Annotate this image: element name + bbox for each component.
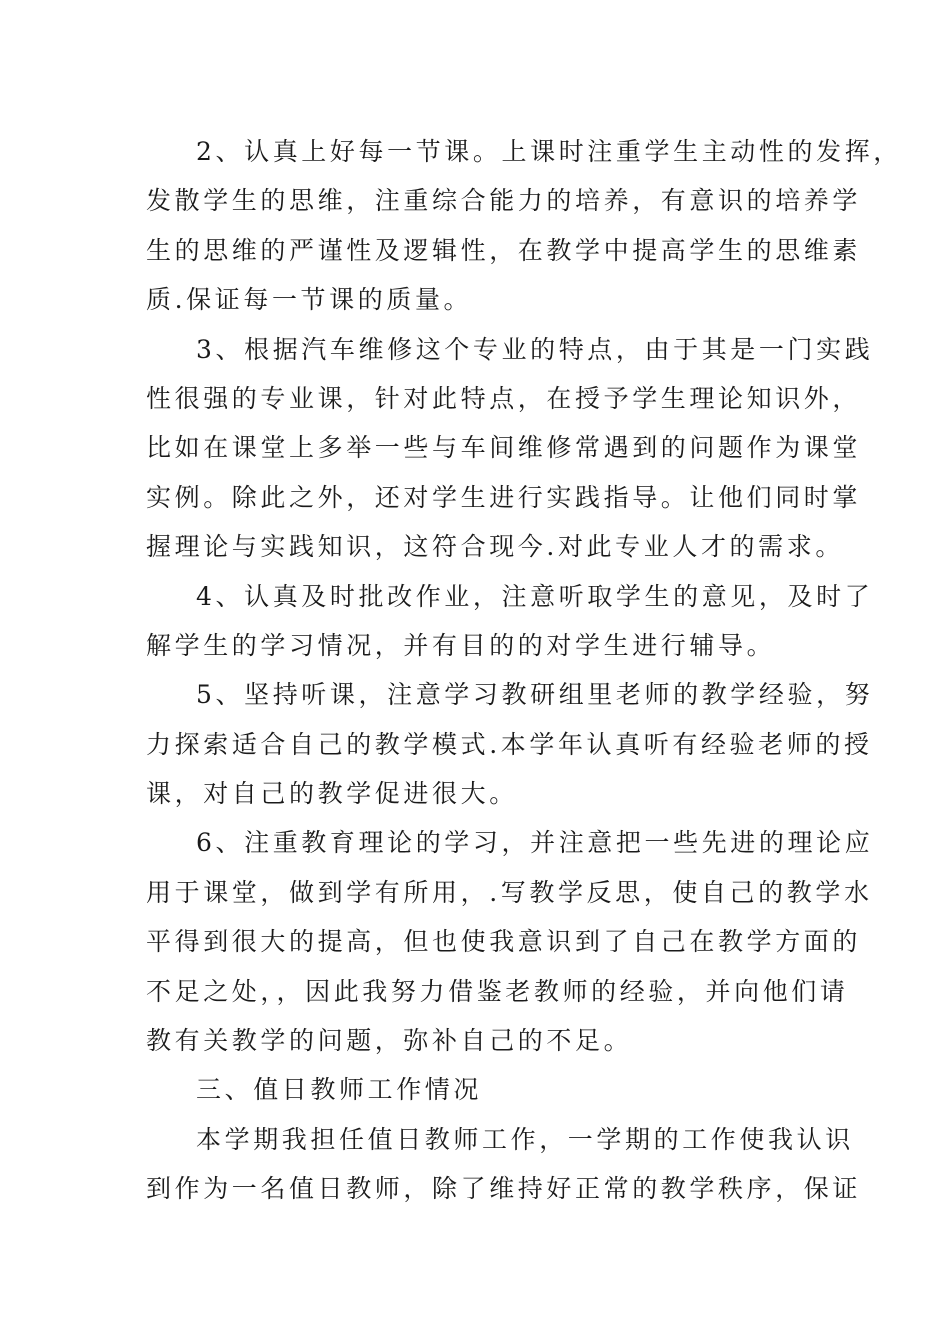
text-line: 4、认真及时批改作业，注意听取学生的意见，及时了 — [196, 581, 874, 611]
paragraph-item-5 — [146, 670, 874, 818]
text-line: 教有关教学的问题，弥补自己的不足。 — [146, 1026, 633, 1056]
text-line: 力探索适合自己的教学模式.本学年认真听有经验老师的授 — [146, 729, 873, 759]
text-line: 解学生的学习情况，并有目的的对学生进行辅导。 — [146, 630, 776, 660]
text-line: 性很强的专业课，针对此特点，在授予学生理论知识外， — [146, 383, 862, 413]
paragraph-item-3 — [146, 325, 874, 572]
text-line: 平得到很大的提高，但也使我意识到了自己在教学方面的 — [146, 927, 862, 957]
text-line: 质.保证每一节课的质量。 — [146, 285, 473, 315]
paragraph-section-3-body — [146, 1115, 862, 1214]
text-line: 3、根据汽车维修这个专业的特点，由于其是一门实践 — [196, 334, 874, 364]
document-body — [146, 127, 902, 1214]
section-heading-text: 三、值日教师工作情况 — [196, 1075, 483, 1105]
text-line: 比如在课堂上多举一些与车间维修常遇到的问题作为课堂 — [146, 433, 862, 463]
text-line: 课，对自己的教学促进很大。 — [146, 779, 518, 809]
text-line: 6、注重教育理论的学习，并注意把一些先进的理论应 — [196, 828, 874, 858]
paragraph-item-4 — [146, 572, 874, 671]
section-heading — [146, 1065, 811, 1114]
text-line: 本学期我担任值日教师工作，一学期的工作使我认识 — [196, 1124, 854, 1154]
text-line: 握理论与实践知识，这符合现今.对此专业人才的需求。 — [146, 532, 844, 562]
text-line: 发散学生的思维，注重综合能力的培养，有意识的培养学 — [146, 186, 862, 216]
text-line: 用于课堂，做到学有所用，.写教学反思，使自己的教学水 — [146, 877, 873, 907]
text-line: 5、坚持听课，注意学习教研组里老师的教学经验，努 — [196, 680, 874, 710]
paragraph-item-6 — [146, 818, 874, 1065]
paragraph-item-2 — [146, 127, 902, 325]
text-line: 实例。除此之外，还对学生进行实践指导。让他们同时掌 — [146, 482, 862, 512]
text-line: 生的思维的严谨性及逻辑性，在教学中提高学生的思维素 — [146, 235, 862, 265]
text-line: 不足之处，，因此我努力借鉴老教师的经验，并向他们请 — [146, 976, 849, 1006]
text-line: 2、认真上好每一节课。上课时注重学生主动性的发挥， — [196, 137, 902, 166]
text-line: 到作为一名值日教师，除了维持好正常的教学秩序，保证 — [146, 1174, 862, 1204]
